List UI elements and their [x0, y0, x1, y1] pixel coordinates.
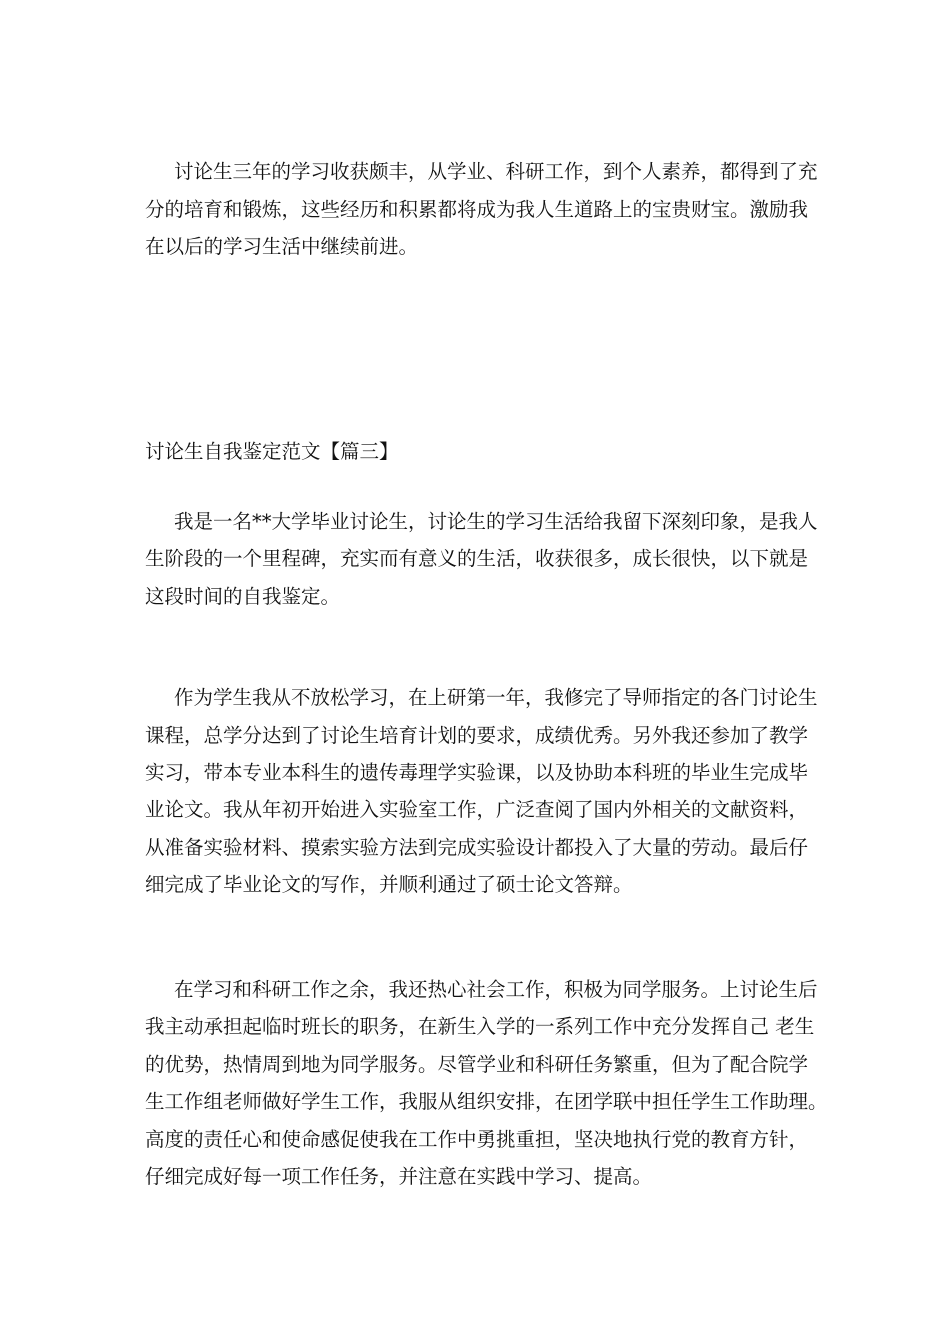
paragraph-line: 细完成了毕业论文的写作，并顺利通过了硕士论文答辩。: [145, 873, 633, 896]
paragraph-line: 在学习和科研工作之余，我还热心社会工作，积极为同学服务。上讨论生后: [174, 978, 818, 1001]
paragraph-line: 生工作组老师做好学生工作，我服从组织安排，在团学联中担任学生工作助理。: [145, 1090, 828, 1113]
paragraph-line: 高度的责任心和使命感促使我在工作中勇挑重担，坚决地执行党的教育方针，: [145, 1128, 809, 1151]
paragraph-line: 业论文。我从年初开始进入实验室工作，广泛查阅了国内外相关的文献资料，: [145, 798, 809, 821]
section-heading: 讨论生自我鉴定范文【篇三】: [145, 440, 399, 463]
paragraph-line: 我是一名**大学毕业讨论生，讨论生的学习生活给我留下深刻印象，是我人: [174, 510, 818, 533]
paragraph-line: 我主动承担起临时班长的职务，在新生入学的一系列工作中充分发挥自己 老生: [145, 1015, 815, 1038]
paragraph-line: 这段时间的自我鉴定。: [145, 585, 341, 608]
paragraph-line: 的优势，热情周到地为同学服务。尽管学业和科研任务繁重，但为了配合院学: [145, 1053, 809, 1076]
paragraph-line: 作为学生我从不放松学习，在上研第一年，我修完了导师指定的各门讨论生: [174, 686, 818, 709]
paragraph-line: 从准备实验材料、摸索实验方法到完成实验设计都投入了大量的劳动。最后仔: [145, 836, 809, 859]
paragraph-line: 在以后的学习生活中继续前进。: [145, 235, 419, 258]
paragraph-line: 生阶段的一个里程碑，充实而有意义的生活，收获很多，成长很快，以下就是: [145, 547, 809, 570]
paragraph-line: 实习，带本专业本科生的遗传毒理学实验课，以及协助本科班的毕业生完成毕: [145, 761, 809, 784]
paragraph-line: 分的培育和锻炼，这些经历和积累都将成为我人生道路上的宝贵财宝。激励我: [145, 198, 809, 221]
paragraph-line: 课程，总学分达到了讨论生培育计划的要求，成绩优秀。另外我还参加了教学: [145, 724, 809, 747]
paragraph-line: 讨论生三年的学习收获颇丰，从学业、科研工作，到个人素养，都得到了充: [174, 160, 818, 183]
paragraph-line: 仔细完成好每一项工作任务，并注意在实践中学习、提高。: [145, 1165, 653, 1188]
